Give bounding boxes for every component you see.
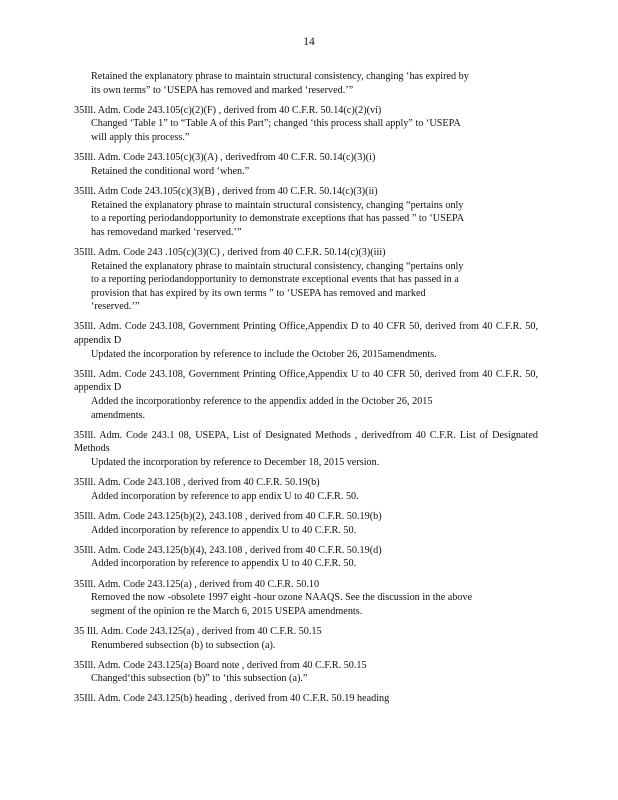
citation-entry xyxy=(74,692,538,706)
citation-description-line: Added incorporation by reference to app endix U to 40 C.F.R. 50. xyxy=(91,490,359,502)
citation-description-line: Updated the incorporation by reference to include the October 26, 2015amendments. xyxy=(91,348,437,360)
citation-description-line: Retained the explanatory phrase to maintain structural consistency, changing ‘has expired by xyxy=(91,71,469,82)
entry-list xyxy=(74,70,538,706)
citation-description-line: to a reporting periodandopportunity to demonstrate exceptional events that has passed in a xyxy=(91,274,459,286)
citation-heading: 35Ill. Adm. Code 243.105(c)(2)(F) , derived from 40 C.F.R. 50.14(c)(2)(vi) xyxy=(74,104,382,116)
citation-description-line: Retained the explanatory phrase to maintain structural consistency, changing “pertains only xyxy=(91,199,464,211)
citation-description-line: Added incorporation by reference to appendix U to 40 C.F.R. 50. xyxy=(91,558,357,570)
citation-description-line: Changed‘this subsection (b)” to ‘this subsection (a).” xyxy=(91,673,308,685)
citation-entry xyxy=(74,104,538,145)
citation-heading: 35 Ill. Adm. Code 243.125(a) , derived from 40 C.F.R. 50.15 xyxy=(74,625,322,637)
citation-entry xyxy=(74,544,538,571)
citation-heading: 35Ill. Adm. Code 243.125(a) Board note , derived from 40 C.F.R. 50.15 xyxy=(74,659,367,671)
citation-entry xyxy=(74,320,538,361)
citation-entry xyxy=(74,368,538,422)
citation-description-line: Changed ‘Table 1” to “Table A of this Part”; changed ‘this process shall apply” to ‘USEPA xyxy=(91,118,461,130)
citation-entry xyxy=(74,246,538,314)
citation-description-line: will apply this process.” xyxy=(91,131,190,143)
citation-description-line: Removed the now -obsolete 1997 eight -hour ozone NAAQS. See the discussion in the above xyxy=(91,592,473,604)
citation-heading: 35Ill. Adm. Code 243.125(b)(2), 243.108 , derived from 40 C.F.R. 50.19(b) xyxy=(74,510,382,522)
page-number: 14 xyxy=(303,36,315,48)
citation-heading: 35Ill. Adm. Code 243.108, Government Printing Office,Appendix D to 40 CFR 50, derived from 40 C.F.R. 50, appendix D xyxy=(74,321,538,347)
citation-heading: 35Ill. Adm. Code 243.108, Government Printing Office,Appendix U to 40 CFR 50, derived from 40 C.F.R. 50, appendix D xyxy=(74,368,538,394)
citation-entry xyxy=(74,625,538,652)
citation-description-line: Added the incorporationby reference to the appendix added in the October 26, 2015 xyxy=(91,396,433,408)
citation-entry xyxy=(74,659,538,686)
citation-heading: 35Ill. Adm. Code 243 .105(c)(3)(C) , derived from 40 C.F.R. 50.14(c)(3)(iii) xyxy=(74,246,386,258)
citation-heading: 35Ill. Adm. Code 243.105(c)(3)(A) , derivedfrom 40 C.F.R. 50.14(c)(3)(i) xyxy=(74,152,376,164)
citation-heading: 35Ill. Adm. Code 243.125(a) , derived from 40 C.F.R. 50.10 xyxy=(74,578,320,590)
citation-heading: 35Ill. Adm. Code 243.125(b)(4), 243.108 , derived from 40 C.F.R. 50.19(d) xyxy=(74,544,382,556)
citation-description-line: has removedand marked ‘reserved.’” xyxy=(91,226,242,238)
citation-entry xyxy=(74,510,538,537)
citation-description-line: Added incorporation by reference to appendix U to 40 C.F.R. 50. xyxy=(91,524,357,536)
citation-heading: 35Ill. Adm Code 243.105(c)(3)(B) , derived from 40 C.F.R. 50.14(c)(3)(ii) xyxy=(74,185,378,197)
citation-description-line: its own terms” to ‘USEPA has removed and marked ‘reserved.’” xyxy=(91,84,354,96)
citation-heading: 35Ill. Adm. Code 243.125(b) heading , derived from 40 C.F.R. 50.19 heading xyxy=(74,693,390,705)
citation-description-line: Retained the explanatory phrase to maintain structural consistency, changing “pertains only xyxy=(91,260,464,272)
citation-entry xyxy=(74,185,538,239)
citation-entry xyxy=(74,70,538,97)
citation-description-line: ‘reserved.’” xyxy=(91,301,140,313)
document-body xyxy=(74,70,538,713)
citation-description-line: amendments. xyxy=(91,409,146,421)
citation-description-line: Retained the conditional word ‘when.” xyxy=(91,165,250,177)
citation-heading: 35Ill. Adm. Code 243.1 08, USEPA, List of Designated Methods , derivedfrom 40 C.F.R. List of Designated Methods xyxy=(74,429,538,455)
citation-description-line: provision that has expired by its own terms ” to ‘USEPA has removed and marked xyxy=(91,287,426,299)
citation-entry xyxy=(74,476,538,503)
citation-heading: 35Ill. Adm. Code 243.108 , derived from 40 C.F.R. 50.19(b) xyxy=(74,477,320,489)
citation-entry xyxy=(74,151,538,178)
citation-description-line: to a reporting periodandopportunity to demonstrate exceptions that has passed ” to ‘USEPA xyxy=(91,213,465,225)
citation-description-line: segment of the opinion re the March 6, 2015 USEPA amendments. xyxy=(91,605,363,617)
citation-description-line: Renumbered subsection (b) to subsection (a). xyxy=(91,639,276,651)
citation-entry xyxy=(74,429,538,470)
citation-description-line: Updated the incorporation by reference to December 18, 2015 version. xyxy=(91,457,380,468)
citation-entry xyxy=(74,578,538,619)
